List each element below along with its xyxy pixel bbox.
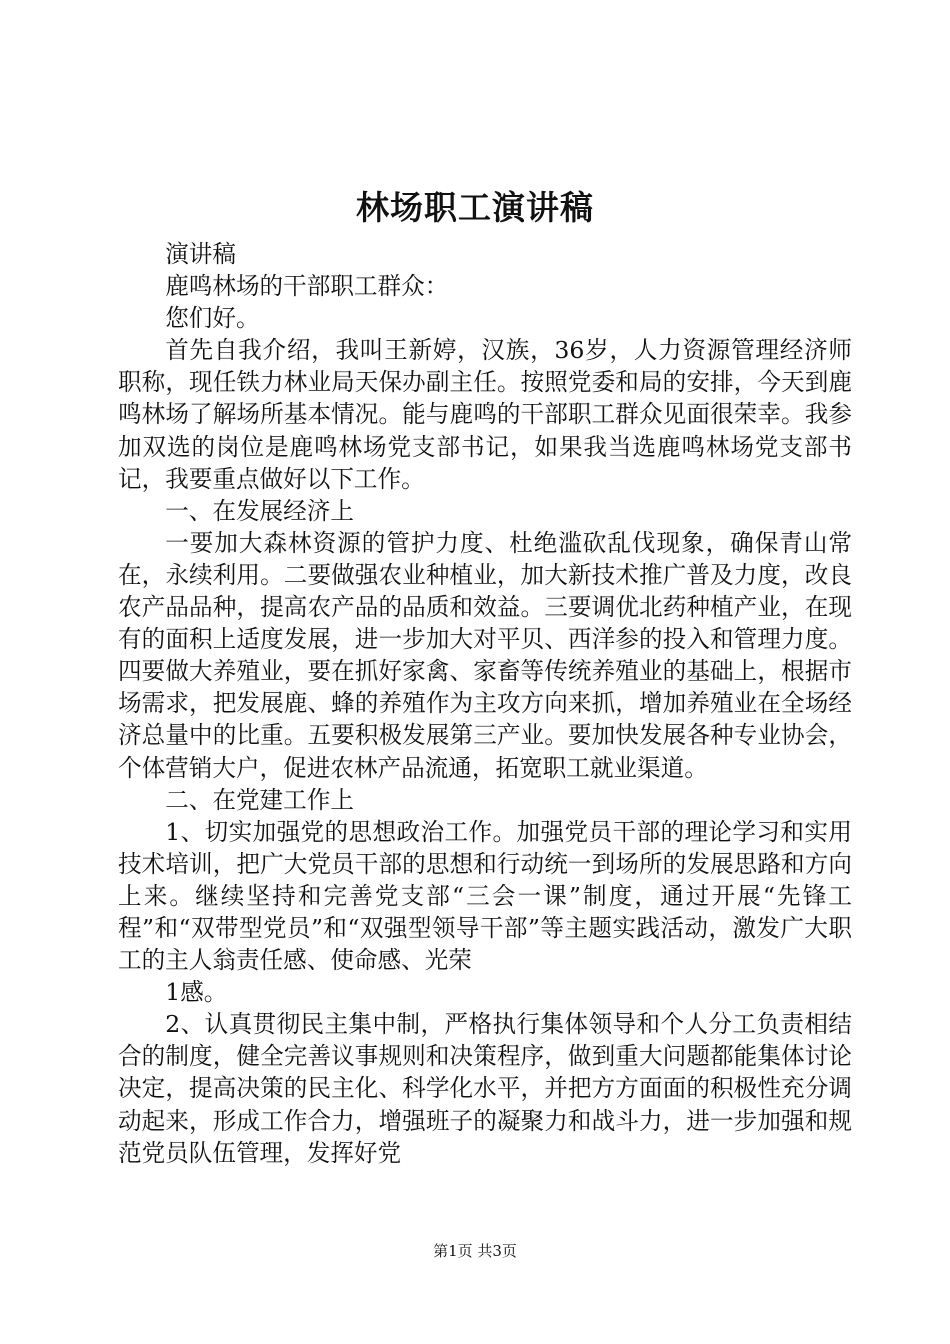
paragraph-heading-label: 演讲稿	[165, 240, 236, 268]
document-body	[118, 238, 852, 1169]
paragraph-fragment: 1感。	[165, 978, 228, 1007]
paragraph-greeting: 您们好。	[165, 304, 260, 333]
paragraph-party-item-2: 2、认真贯彻民主集中制，严格执行集体领导和个人分工负责相结合的制度，健全完善议事规则和决策程序，做到重大问题都能集体讨论决定，提高决策的民主化、科学化水平，并把方方面面的积极性充分调动起来，形成工作合力，增强班子的凝聚力和战斗力，进一步加强和规范党员队伍管理，发挥好党	[118, 1010, 852, 1167]
paragraph-economy: 一要加大森林资源的管护力度、杜绝滥砍乱伐现象，确保青山常在，永续利用。二要做强农业种植业，加大新技术推广普及力度，改良农产品品种，提高农产品的品质和效益。三要调优北药种植产业，在现有的面积上适度发展，进一步加大对平贝、西洋参的投入和管理力度。四要做大养殖业，要在抓好家禽、家畜等传统养殖业的基础上，根据市场需求，把发展鹿、蜂的养殖作为主攻方向来抓，增加养殖业在全场经济总量中的比重。五要积极发展第三产业。要加快发展各种专业协会，个体营销大户，促进农林产品流通，拓宽职工就业渠道。	[118, 528, 852, 782]
section-heading-party-building: 二、在党建工作上	[165, 785, 354, 814]
section-heading-economy: 一、在发展经济上	[165, 496, 354, 525]
page-footer: 第1页 共3页	[433, 1242, 517, 1260]
document-title: 林场职工演讲稿	[356, 188, 594, 227]
paragraph-party-item-1: 1、切实加强党的思想政治工作。加强党员干部的理论学习和实用技术培训，把广大党员干部的思想和行动统一到场所的发展思路和方向上来。继续坚持和完善党支部“三会一课”制度，通过开展“先锋工程”和“双带型党员”和“双强型领导干部”等主题实践活动，激发广大职工的主人翁责任感、使命感、光荣	[118, 817, 852, 975]
paragraph-salutation: 鹿鸣林场的干部职工群众：	[165, 272, 449, 301]
paragraph-introduction: 首先自我介绍，我叫王新婷，汉族，36岁，人力资源管理经济师职称，现任铁力林业局天保办副主任。按照党委和局的安排，今天到鹿鸣林场了解场所基本情况。能与鹿鸣的干部职工群众见面很荣幸。我参加双选的岗位是鹿鸣林场党支部书记，如果我当选鹿鸣林场党支部书记，我要重点做好以下工作。	[118, 336, 852, 493]
